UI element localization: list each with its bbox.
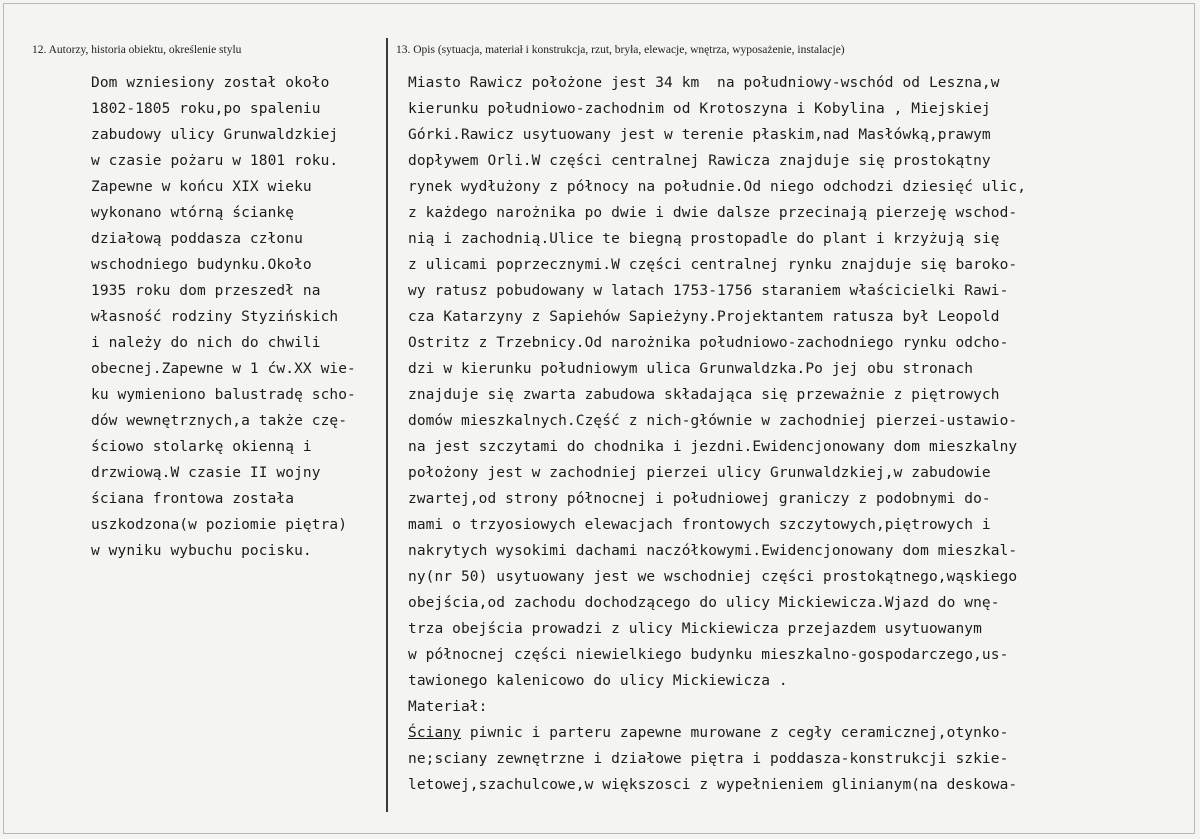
text-line: 1935 roku dom przeszedł na bbox=[91, 283, 321, 299]
text-line: Miasto Rawicz położone jest 34 km na południowy-wschód od Leszna,w bbox=[408, 75, 1000, 91]
text-line: i należy do nich do chwili bbox=[91, 335, 321, 351]
material-heading: Materiał: bbox=[408, 699, 488, 715]
text-line: ściowo stolarkę okienną i bbox=[91, 439, 312, 455]
text-line: ku wymieniono balustradę scho- bbox=[91, 387, 356, 403]
text-line: nakrytych wysokimi dachami naczółkowymi.Ewidencjonowany dom mieszkal- bbox=[408, 543, 1018, 559]
text-line: ne;sciany zewnętrzne i działowe piętra i poddasza-konstrukcji szkie- bbox=[408, 751, 1009, 767]
text-line: drzwiową.W czasie II wojny bbox=[91, 465, 321, 481]
text-line: uszkodzona(w poziomie piętra) bbox=[91, 517, 348, 533]
history-text bbox=[91, 70, 386, 564]
material-line bbox=[408, 720, 1188, 746]
text-line: własność rodziny Styzińskich bbox=[91, 309, 339, 325]
walls-term: Ściany bbox=[408, 725, 461, 741]
text-line: tawionego kalenicowo do ulicy Mickiewicza . bbox=[408, 673, 788, 689]
text-line: wschodniego budynku.Około bbox=[91, 257, 312, 273]
text-line: w wyniku wybuchu pocisku. bbox=[91, 543, 312, 559]
text-line: 1802-1805 roku,po spaleniu bbox=[91, 101, 321, 117]
text-line: zabudowy ulicy Grunwaldzkiej bbox=[91, 127, 339, 143]
text-line: obejścia,od zachodu dochodzącego do ulicy Mickiewicza.Wjazd do wnę- bbox=[408, 595, 1000, 611]
text-line: z ulicami poprzecznymi.W części centralnej rynku znajduje się baroko- bbox=[408, 257, 1018, 273]
text-line: wy ratusz pobudowany w latach 1753-1756 staraniem właścicielki Rawi- bbox=[408, 283, 1009, 299]
section-12-header: 12. Autorzy, historia obiektu, określenie stylu bbox=[32, 44, 242, 56]
text-line: ny(nr 50) usytuowany jest we wschodniej części prostokątnego,wąskiego bbox=[408, 569, 1018, 585]
text-line: cza Katarzyny z Sapiehów Sapieżyny.Projektantem ratusza był Leopold bbox=[408, 309, 1000, 325]
text-line: Zapewne w końcu XIX wieku bbox=[91, 179, 312, 195]
text-line: dów wewnętrznych,a także czę- bbox=[91, 413, 348, 429]
description-text bbox=[408, 70, 1188, 798]
material-line-rest: piwnic i parteru zapewne murowane z cegły ceramicznej,otynko- bbox=[460, 725, 1009, 741]
text-line: z każdego narożnika po dwie i dwie dalsze przecinają pierzeję wschod- bbox=[408, 205, 1018, 221]
text-line: dopływem Orli.W części centralnej Rawicza znajduje się prostokątny bbox=[408, 153, 991, 169]
text-line: działową poddasza członu bbox=[91, 231, 303, 247]
text-line: nią i zachodnią.Ulice te biegną prostopadle do plant i krzyżują się bbox=[408, 231, 1000, 247]
text-line: Ostritz z Trzebnicy.Od narożnika południowo-zachodniego rynku odcho- bbox=[408, 335, 1009, 351]
section-13-header: 13. Opis (sytuacja, materiał i konstrukcja, rzut, bryła, elewacje, wnętrza, wyposażenie, instalacje) bbox=[396, 44, 845, 56]
text-line: rynek wydłużony z północy na południe.Od niego odchodzi dziesięć ulic, bbox=[408, 179, 1027, 195]
text-line: w północnej części niewielkiego budynku mieszkalno-gospodarczego,us- bbox=[408, 647, 1009, 663]
text-line: domów mieszkalnych.Część z nich-głównie w zachodniej pierzei-ustawio- bbox=[408, 413, 1018, 429]
text-line: na jest szczytami do chodnika i jezdni.Ewidencjonowany dom mieszkalny bbox=[408, 439, 1018, 455]
text-line: znajduje się zwarta zabudowa składająca się przeważnie z piętrowych bbox=[408, 387, 1000, 403]
text-line: obecnej.Zapewne w 1 ćw.XX wie- bbox=[91, 361, 356, 377]
text-line: wykonano wtórną ściankę bbox=[91, 205, 295, 221]
text-line: w czasie pożaru w 1801 roku. bbox=[91, 153, 339, 169]
text-line: Górki.Rawicz usytuowany jest w terenie płaskim,nad Masłówką,prawym bbox=[408, 127, 991, 143]
text-line: Dom wzniesiony został około bbox=[91, 75, 330, 91]
text-line: trza obejścia prowadzi z ulicy Mickiewicza przejazdem usytuowanym bbox=[408, 621, 982, 637]
text-line: letowej,szachulcowe,w większosci z wypełnieniem glinianym(na deskowa- bbox=[408, 777, 1018, 793]
text-line: dzi w kierunku południowym ulica Grunwaldzka.Po jej obu stronach bbox=[408, 361, 974, 377]
text-line: ściana frontowa została bbox=[91, 491, 295, 507]
text-line: położony jest w zachodniej pierzei ulicy Grunwaldzkiej,w zabudowie bbox=[408, 465, 991, 481]
text-line: mami o trzyosiowych elewacjach frontowych szczytowych,piętrowych i bbox=[408, 517, 991, 533]
text-line: zwartej,od strony północnej i południowej graniczy z podobnymi do- bbox=[408, 491, 991, 507]
text-line: kierunku południowo-zachodnim od Krotoszyna i Kobylina , Miejskiej bbox=[408, 101, 991, 117]
column-divider bbox=[386, 38, 388, 812]
